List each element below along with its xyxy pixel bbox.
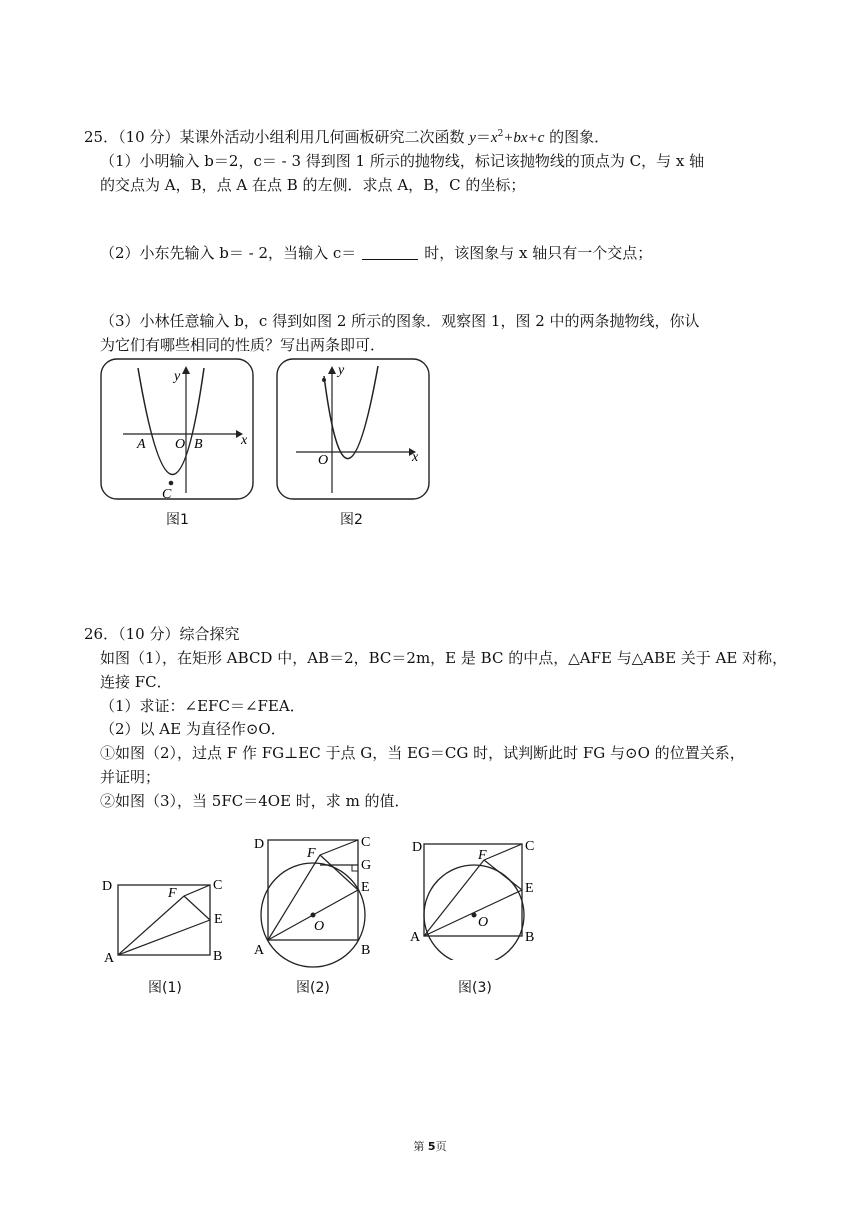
q25-figure2 — [274, 356, 434, 502]
q25-figure1-caption: 图1 — [166, 512, 189, 528]
fig26-2-o-label: O — [314, 919, 325, 934]
page-footer: 第 5页 — [413, 1140, 447, 1153]
fig26-1-e-label: E — [214, 912, 223, 927]
fig1-b-label: B — [194, 437, 203, 452]
fig26-3-b-label: B — [525, 930, 535, 945]
q26-line4: （2）以 AE 为直径作⊙O． — [100, 720, 286, 738]
fig26-2-d-label: D — [254, 837, 265, 852]
q26-header: 26．（10 分）综合探究 — [84, 625, 240, 643]
fig26-1-d-label: D — [102, 879, 113, 894]
q25-header: 25．（10 分）某课外活动小组利用几何画板研究二次函数 $y=x^2+bx+c$ 的图象． — [84, 128, 610, 146]
q25-part2: （2）小东先输入 b＝ - 2，当输入 c＝ 时，该图象与 x 轴只有一个交点； — [100, 244, 653, 262]
fig2-x-label: x — [412, 450, 419, 465]
fig26-2-c-label: C — [361, 835, 371, 850]
fig1-o-label: O — [175, 437, 186, 452]
fig26-2-e-label: E — [361, 880, 370, 895]
page-number: 5 — [427, 1140, 436, 1153]
fig26-3-c-label: C — [525, 839, 535, 854]
q25-part1-line2: 的交点为 A，B，点 A 在点 B 的左侧．求点 A，B，C 的坐标； — [100, 176, 526, 194]
q25-part3-line2: 为它们有哪些相同的性质？写出两条即可． — [100, 336, 386, 354]
q25-part3-line1: （3）小林任意输入 b，c 得到如图 2 所示的图象．观察图 1，图 2 中的两条抛物线，你认 — [100, 312, 700, 330]
q26-line7: ②如图（3），当 5FC＝4OE 时，求 m 的值． — [100, 792, 410, 810]
q26-line1: 如图（1），在矩形 ABCD 中，AB＝2，BC＝2m，E 是 BC 的中点，△AFE 与△ABE 关于 AE 对称， — [100, 649, 788, 667]
fig26-2-f-label: F — [307, 846, 316, 861]
fig26-3-d-label: D — [412, 840, 423, 855]
answer-blank — [362, 245, 418, 260]
q26-figure3-caption: 图(3) — [458, 980, 492, 996]
q26-figure2 — [248, 828, 398, 968]
q26-figure2-caption: 图(2) — [296, 980, 330, 996]
fig26-2-g-label: G — [361, 858, 372, 873]
q26-line3: （1）求证：∠EFC＝∠FEA． — [100, 697, 305, 715]
q26-line2: 连接 FC． — [100, 673, 172, 691]
fig1-a-label: A — [137, 437, 146, 452]
fig26-2-b-label: B — [361, 943, 371, 958]
fig26-1-a-label: A — [104, 951, 115, 966]
fig1-y-label: y — [174, 369, 181, 384]
fig26-3-o-label: O — [478, 915, 489, 930]
fig2-y-label: y — [338, 363, 345, 378]
fig26-3-a-label: A — [410, 930, 421, 945]
fig1-x-label: x — [241, 433, 248, 448]
q26-figure3 — [404, 830, 554, 960]
fig26-3-e-label: E — [525, 881, 534, 896]
fig26-3-f-label: F — [478, 848, 487, 863]
q25-part1-line1: （1）小明输入 b＝2，c＝ - 3 得到图 1 所示的抛物线，标记该抛物线的顶点为 C，与 x 轴 — [100, 152, 705, 170]
q26-line6: 并证明； — [100, 768, 161, 786]
q25-figure1 — [98, 356, 258, 502]
fig2-o-label: O — [318, 453, 329, 468]
q26-line5: ①如图（2），过点 F 作 FG⊥EC 于点 G，当 EG＝CG 时，试判断此时 FG 与⊙O 的位置关系， — [100, 744, 745, 762]
q26-figure1-caption: 图(1) — [148, 980, 182, 996]
fig26-1-b-label: B — [213, 949, 223, 964]
fig26-2-a-label: A — [254, 943, 265, 958]
q26-figure1 — [96, 870, 236, 970]
fig26-1-f-label: F — [168, 886, 177, 901]
q25-figure2-caption: 图2 — [340, 512, 363, 528]
fig26-1-c-label: C — [213, 878, 223, 893]
fig1-c-label: C — [162, 487, 172, 502]
